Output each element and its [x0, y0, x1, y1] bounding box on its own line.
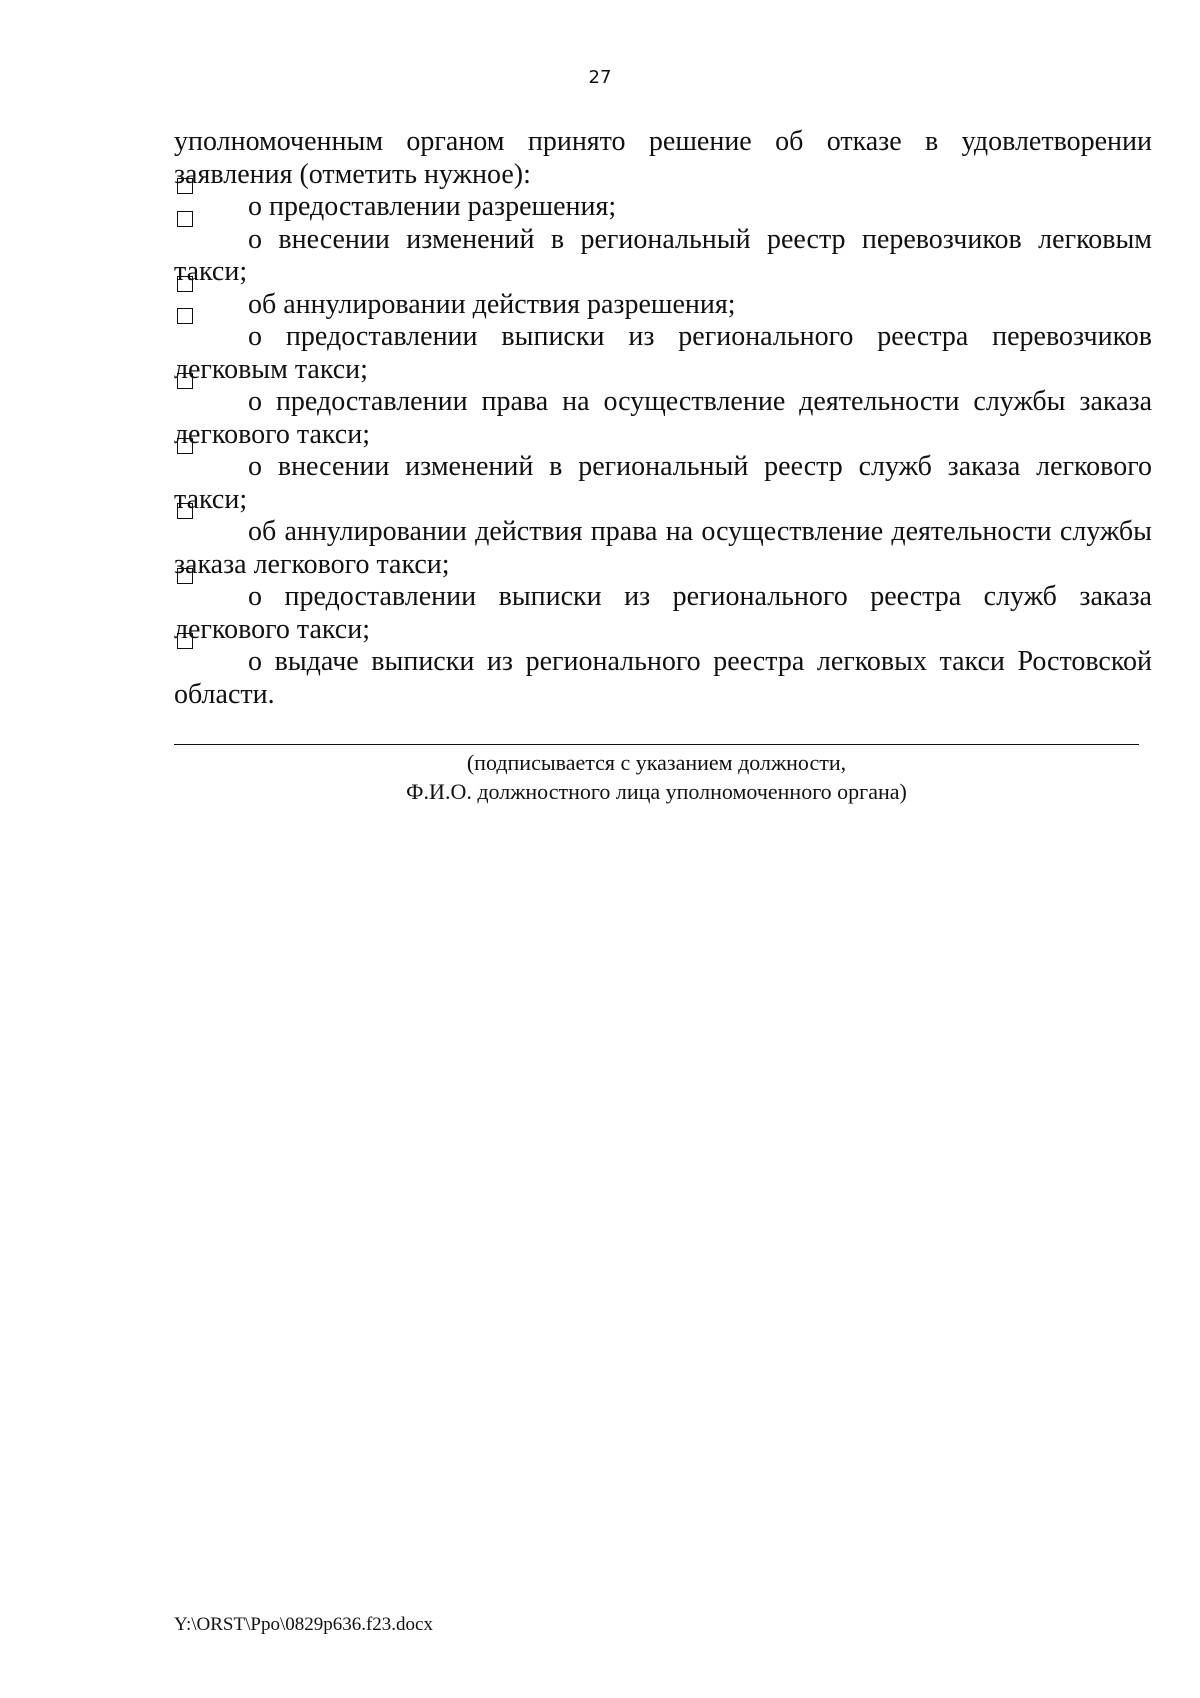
checkbox-square-icon — [177, 211, 193, 227]
option-item — [174, 386, 1152, 451]
checkbox[interactable] — [174, 520, 248, 540]
checkbox-square-icon — [177, 568, 193, 584]
option-text: об аннулировании действия права на осуществление деятельности службы заказа легкового такси; — [174, 516, 1152, 580]
checkbox[interactable] — [174, 455, 248, 475]
option-text: о предоставлении права на осуществление деятельности службы заказа легкового такси; — [174, 386, 1152, 450]
checkbox[interactable] — [174, 585, 248, 605]
option-item — [174, 224, 1152, 289]
option-text: о предоставлении выписки из регионального реестра служб заказа легкового такси; — [174, 581, 1152, 645]
option-item — [174, 516, 1152, 581]
checkbox-square-icon — [177, 633, 193, 649]
checkbox[interactable] — [174, 390, 248, 410]
option-text: о предоставлении разрешения; — [248, 191, 617, 222]
option-item — [174, 321, 1152, 386]
option-item — [174, 646, 1152, 711]
option-text: о выдаче выписки из регионального реестра легковых такси Ростовской области. — [174, 646, 1152, 710]
intro-paragraph: уполномоченным органом принято решение об отказе в удовлетворении заявления (отметить нужное): — [174, 126, 1152, 190]
page-number: 27 — [588, 67, 612, 88]
checkbox-square-icon — [177, 438, 193, 454]
checkbox-square-icon — [177, 178, 193, 194]
option-text: о внесении изменений в региональный реестр служб заказа легкового такси; — [174, 451, 1152, 515]
checkbox-square-icon — [177, 373, 193, 389]
option-text: о внесении изменений в региональный реестр перевозчиков легковым такси; — [174, 223, 1152, 287]
signature-caption — [174, 748, 1139, 806]
signature-line — [174, 744, 1139, 745]
footer-file-path: Y:\ORST\Ppo\0829p636.f23.docx — [174, 1614, 433, 1635]
option-item — [174, 451, 1152, 516]
checkbox-square-icon — [177, 503, 193, 519]
signature-caption-line1: (подписывается с указанием должности, — [466, 750, 847, 775]
option-text: о предоставлении выписки из регионального реестра перевозчиков легковым такси; — [174, 321, 1152, 385]
document-body — [174, 126, 1152, 711]
signature-caption-line2: Ф.И.О. должностного лица уполномоченного органа) — [406, 779, 907, 804]
option-text: об аннулировании действия разрешения; — [248, 288, 736, 320]
checkbox[interactable] — [174, 325, 248, 345]
checkbox-square-icon — [177, 308, 193, 324]
checkbox[interactable] — [174, 650, 248, 670]
option-item — [174, 581, 1152, 646]
option-item — [174, 191, 1152, 224]
option-item — [174, 289, 1152, 322]
checkbox[interactable] — [174, 228, 248, 248]
checkbox-square-icon — [177, 276, 193, 292]
